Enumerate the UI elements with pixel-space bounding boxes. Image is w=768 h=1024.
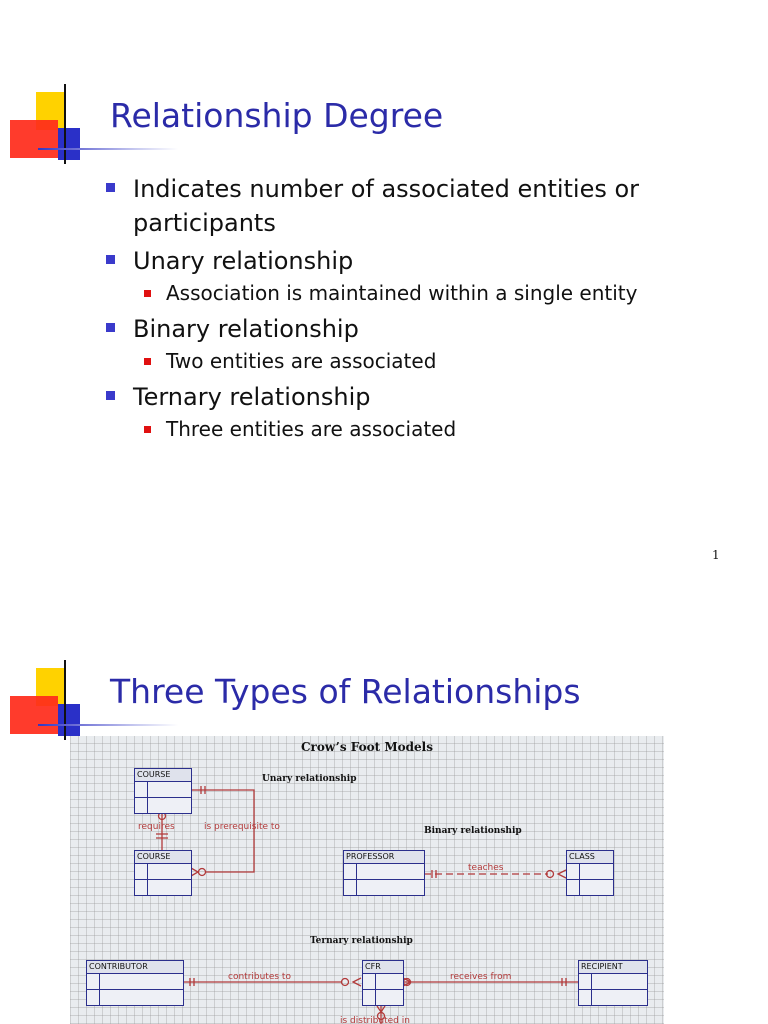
label-distributed: is distributed in — [340, 1016, 410, 1024]
sub-bullet-item: Three entities are associated — [104, 414, 744, 444]
slide-logo-decoration — [0, 0, 110, 90]
binary-label: Binary relationship — [424, 826, 522, 836]
diagram-title: Crow’s Foot Models — [301, 740, 433, 754]
slide-logo-decoration — [0, 640, 110, 730]
entity-course-top: COURSE — [134, 768, 192, 814]
ternary-label: Ternary relationship — [310, 936, 413, 946]
entity-course-bottom: COURSE — [134, 850, 192, 896]
bullet-list — [104, 172, 744, 444]
label-prerequisite: is prerequisite to — [204, 822, 280, 832]
entity-cfr: CFR — [362, 960, 404, 1006]
bullet-item: Indicates number of associated entities or participants — [104, 172, 744, 240]
entity-contributor: CONTRIBUTOR — [86, 960, 184, 1006]
bullet-item: Binary relationship — [104, 312, 744, 346]
unary-label: Unary relationship — [262, 774, 357, 784]
sub-bullet-item: Association is maintained within a single entity — [104, 278, 744, 308]
entity-class: CLASS — [566, 850, 614, 896]
crows-foot-diagram — [70, 736, 664, 1024]
label-requires: requires — [138, 822, 175, 832]
label-teaches: teaches — [468, 863, 504, 873]
page-number: 1 — [712, 548, 720, 562]
entity-professor: PROFESSOR — [343, 850, 425, 896]
label-receives: receives from — [450, 972, 512, 982]
sub-bullet-item: Two entities are associated — [104, 346, 744, 376]
page-title: Three Types of Relationships — [110, 672, 581, 711]
label-contributes: contributes to — [228, 972, 291, 982]
bullet-item: Unary relationship — [104, 244, 744, 278]
entity-recipient: RECIPIENT — [578, 960, 648, 1006]
page-title: Relationship Degree — [110, 96, 444, 135]
bullet-item: Ternary relationship — [104, 380, 744, 414]
